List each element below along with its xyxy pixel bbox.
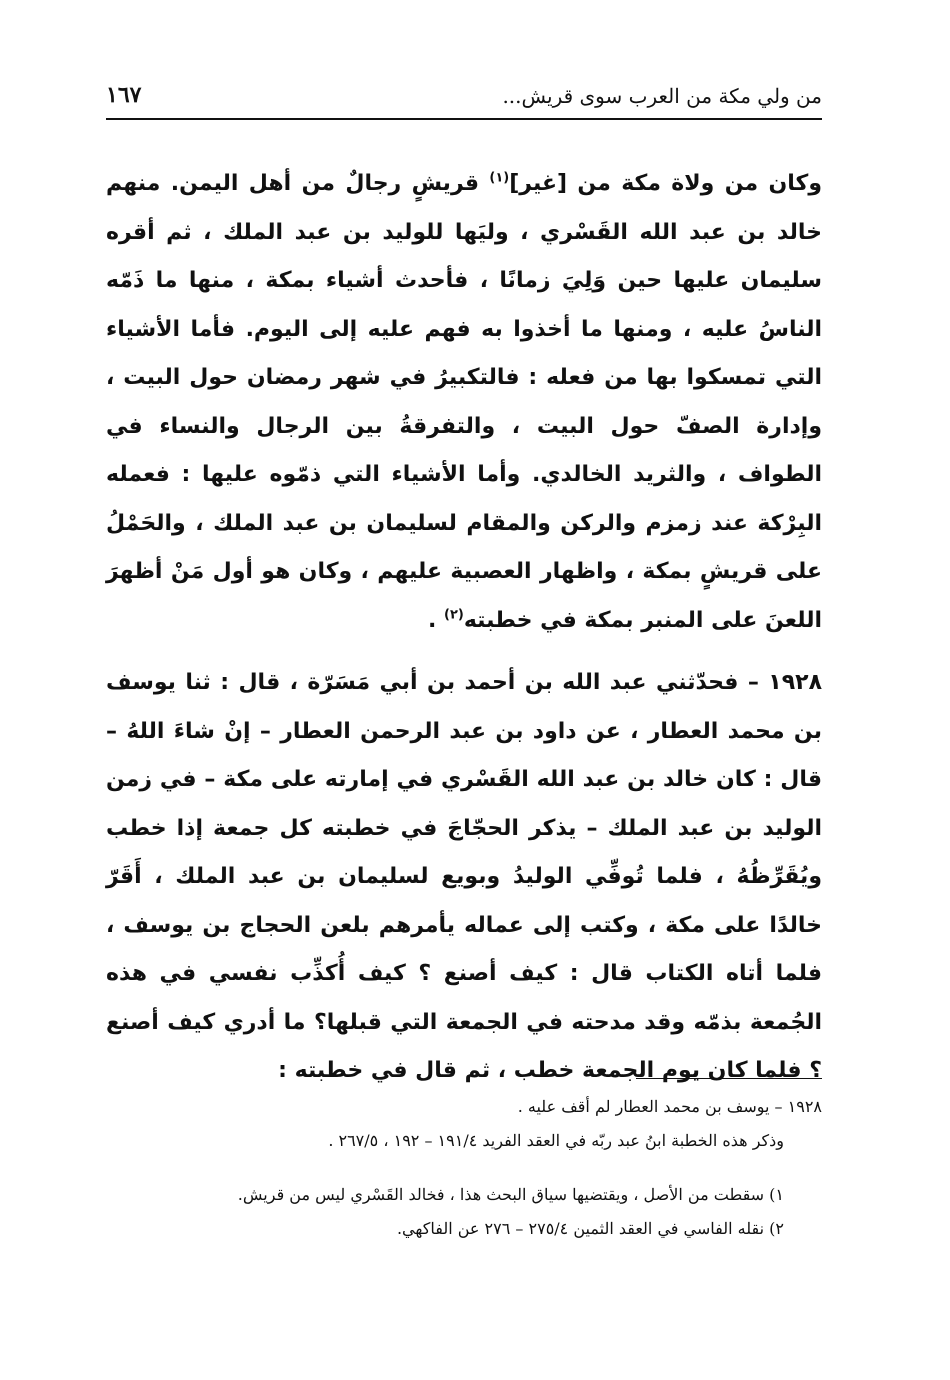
- footnote-marker-2: (٢): [444, 607, 464, 623]
- paragraph-intro: [106, 160, 822, 645]
- footnote-spacer: [128, 1158, 822, 1178]
- intro-text-end: .: [427, 607, 444, 633]
- page-number: ١٦٧: [106, 82, 142, 108]
- takhrij-line-2: وذكر هذه الخطبة ابنُ عبد ربّه في العقد الفريد ١٩١/٤ – ١٩٢ ، ٢٦٧/٥ .: [328, 1131, 784, 1150]
- takhrij-line-1: ١٩٢٨ – يوسف بن محمد العطار لم أقف عليه .: [517, 1097, 822, 1116]
- running-title: من ولي مكة من العرب سوى قريش...: [502, 84, 822, 108]
- footnote-2: ٢) نقله الفاسي في العقد الثمين ٢٧٥/٤ – ٢٧٦ عن الفاكهي.: [396, 1219, 784, 1238]
- footnote-divider: [636, 1078, 822, 1079]
- paragraph-report-1928: ١٩٢٨ – فحدّثني عبد الله بن أحمد بن أبي مَسَرّة ، قال : ثنا يوسف بن محمد العطار ، عن داود بن عبد الرحمن العطار – إنْ شاءَ اللهُ – قال : كان خالد بن عبد الله القَسْري في إمارته على مكة – في زمن الوليد بن عبد الملك – يذكر الحجّاجَ في خطبته كل جمعة إذا خطب ويُقَرِّظُهُ ، فلما تُوفِّي الوليدُ وبويع لسليمان بن عبد الملك ، أَقَرّ خالدًا على مكة ، وكتب إلى عماله يأمرهم بلعن الحجاج بن يوسف ، فلما أتاه الكتاب قال : كيف أصنع ؟ كيف أُكذِّب نفسي في هذه الجُمعة بذمّه وقد مدحته في الجمعة التي قبلها؟ ما أدري كيف أصنع ؟ فلما كان يوم الجمعة خطب ، ثم قال في خطبته :: [106, 670, 822, 1083]
- footnotes: [128, 1090, 822, 1246]
- footnote-1: ١) سقطت من الأصل ، ويقتضيها سياق البحث هذا ، فخالد القَسْري ليس من قريش.: [237, 1185, 784, 1204]
- intro-text-main: قريشٍ رجالٌ من أهل اليمن. منهم خالد بن عبد الله القَسْري ، وليَها للوليد بن عبد الملك ، ثم أقره سليمان عليها حين وَلِيَ زمانًا ، فأحدث أشياء بمكة ، منها ما ذَمّه الناسُ عليه ، ومنها ما أخذوا به فهم عليه إلى اليوم. فأما الأشياء التي تمسكوا بها من فعله : فالتكبيرُ في شهر رمضان حول البيت ، وإدارة الصفّ حول البيت ، والتفرقةُ بين الرجال والنساء في الطواف ، والثريد الخالدي. وأما الأشياء التي ذمّوه عليها : فعمله البِرْكة عند زمزم والركن والمقام لسليمان بن عبد الملك ، والحَمْلُ على قريشٍ بمكة ، واظهار العصبية عليهم ، وكان هو أول مَنْ أظهرَ اللعنَ على المنبر بمكة في خطبته: [106, 171, 822, 633]
- header-divider: [106, 118, 822, 120]
- page-header: [106, 78, 822, 114]
- footnote-marker-1: (١): [489, 170, 510, 186]
- main-text: [106, 160, 822, 1096]
- intro-text-start: وكان من ولاة مكة من [غير]: [509, 171, 822, 196]
